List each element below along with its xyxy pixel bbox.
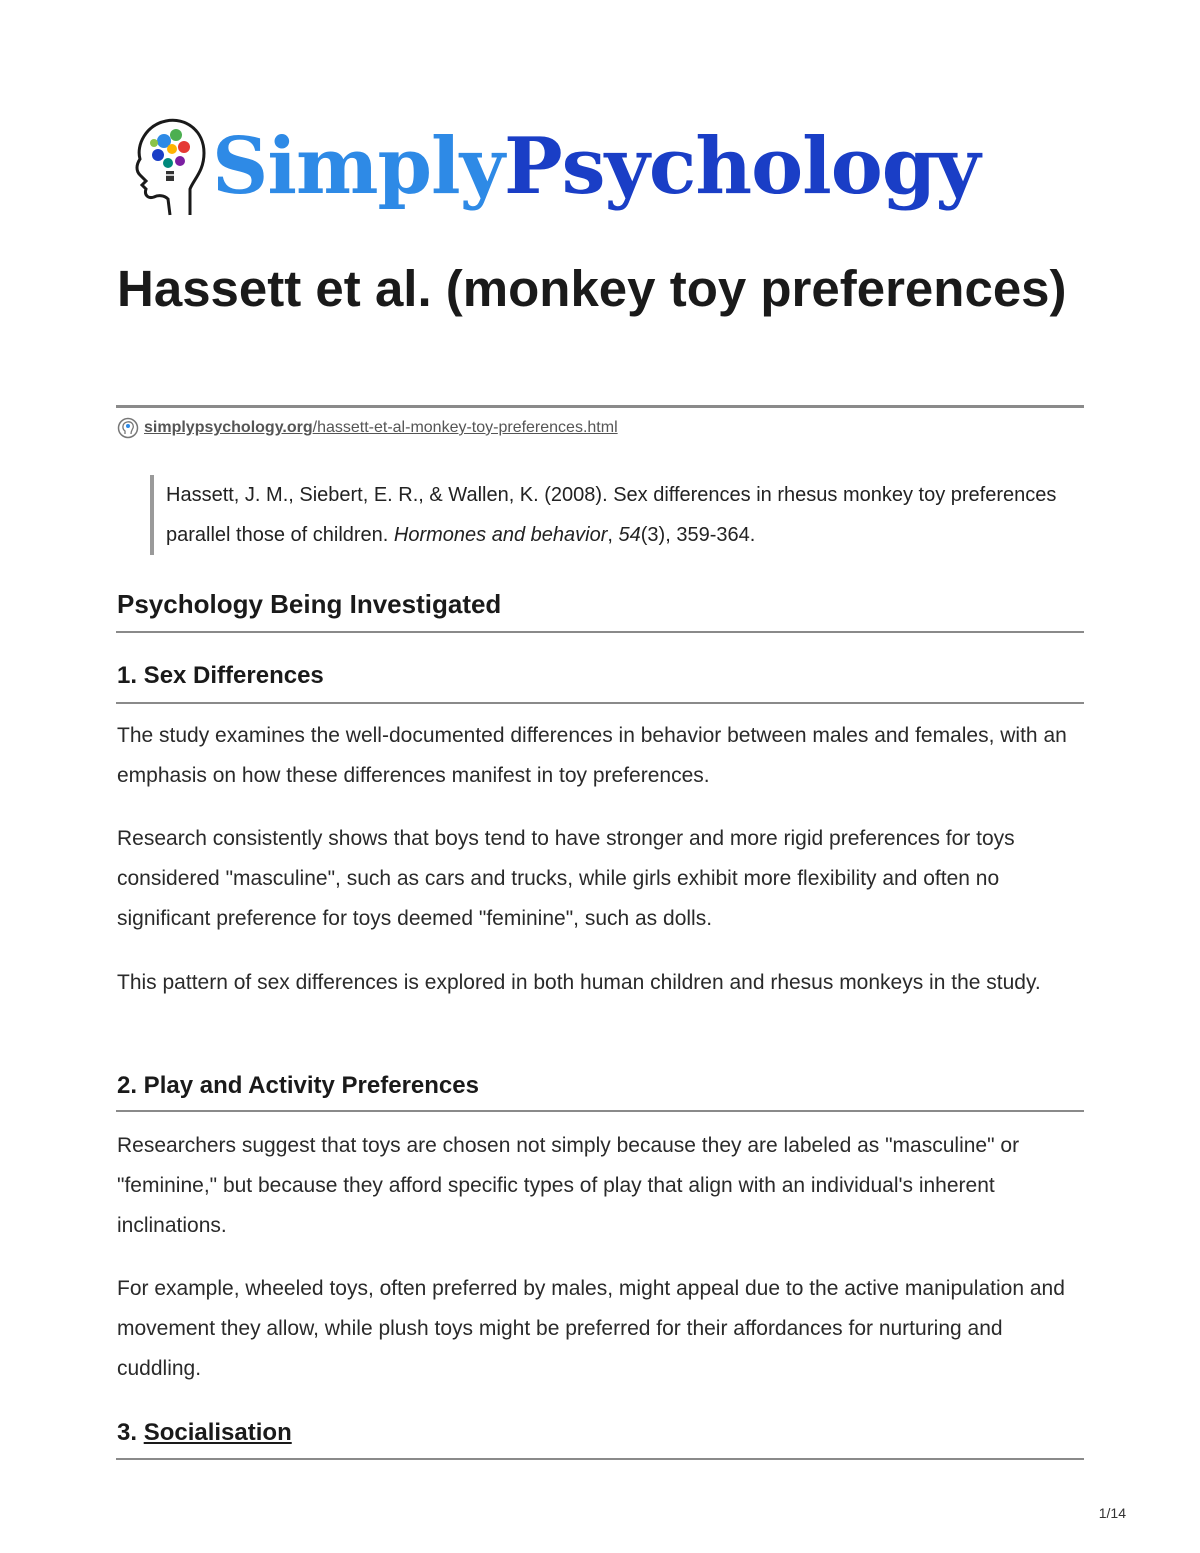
logo-wordmark[interactable] [212, 121, 980, 212]
section-divider [116, 631, 1084, 633]
brain-head-icon [118, 115, 208, 219]
socialisation-link[interactable]: Socialisation [143, 1419, 292, 1446]
paragraph: For example, wheeled toys, often preferred by males, might appeal due to the active manipulation and movement they allow, while plush toys might be preferred for their affordances for nurturing and cuddling. [117, 1277, 1065, 1380]
page-title: Hassett et al. (monkey toy preferences) [117, 260, 1067, 317]
subsection-divider [116, 1458, 1084, 1460]
source-path: /hassett-et-al-monkey-toy-preferences.html [312, 419, 618, 436]
site-logo [118, 112, 980, 222]
citation-journal: Hormones and behavior [393, 524, 608, 546]
site-favicon-icon [117, 417, 139, 439]
logo-psychology: Psychology [503, 121, 980, 212]
citation-pages: (3), 359-364. [640, 524, 756, 546]
subsection-heading-socialisation: 3. Socialisation [117, 1419, 292, 1446]
source-url-link[interactable] [144, 419, 618, 437]
subsection-heading-sex-differences: 1. Sex Differences [117, 662, 324, 689]
title-divider [116, 405, 1084, 408]
section-heading: Psychology Being Investigated [117, 589, 502, 619]
page-number: 1/14 [1098, 1505, 1126, 1521]
subsection-divider [116, 1110, 1084, 1112]
subsection-divider [116, 702, 1084, 704]
citation-authors: Hassett, J. M., Siebert, E. R., & Wallen, K. (2008). Sex differences in rhesus monkey toy preferences parallel those of children. [166, 484, 1057, 546]
source-domain: simplypsychology.org [144, 419, 313, 436]
source-link-row [117, 416, 618, 440]
logo-simply: Simply [212, 121, 504, 212]
citation-volume: 54 [618, 524, 641, 546]
paragraph: Researchers suggest that toys are chosen not simply because they are labeled as "masculine" or "feminine," but because they afford specific types of play that align with an individual's inherent inclinations. [117, 1134, 1020, 1237]
paragraph: This pattern of sex differences is explored in both human children and rhesus monkeys in the study. [117, 971, 1041, 994]
paragraph: The study examines the well-documented differences in behavior between males and females, with an emphasis on how these differences manifest in toy preferences. [117, 724, 1067, 787]
subsection-heading-play-preferences: 2. Play and Activity Preferences [117, 1072, 479, 1099]
citation-blockquote: Hassett, J. M., Siebert, E. R., & Wallen, K. (2008). Sex differences in rhesus monkey toy preferences parallel those of children. Hormones and behavior, 54(3), 359-364. [150, 475, 1086, 555]
paragraph: Research consistently shows that boys tend to have stronger and more rigid preferences for toys considered "masculine", such as cars and trucks, while girls exhibit more flexibility and often no significant preference for toys deemed "feminine", such as dolls. [117, 827, 1015, 930]
